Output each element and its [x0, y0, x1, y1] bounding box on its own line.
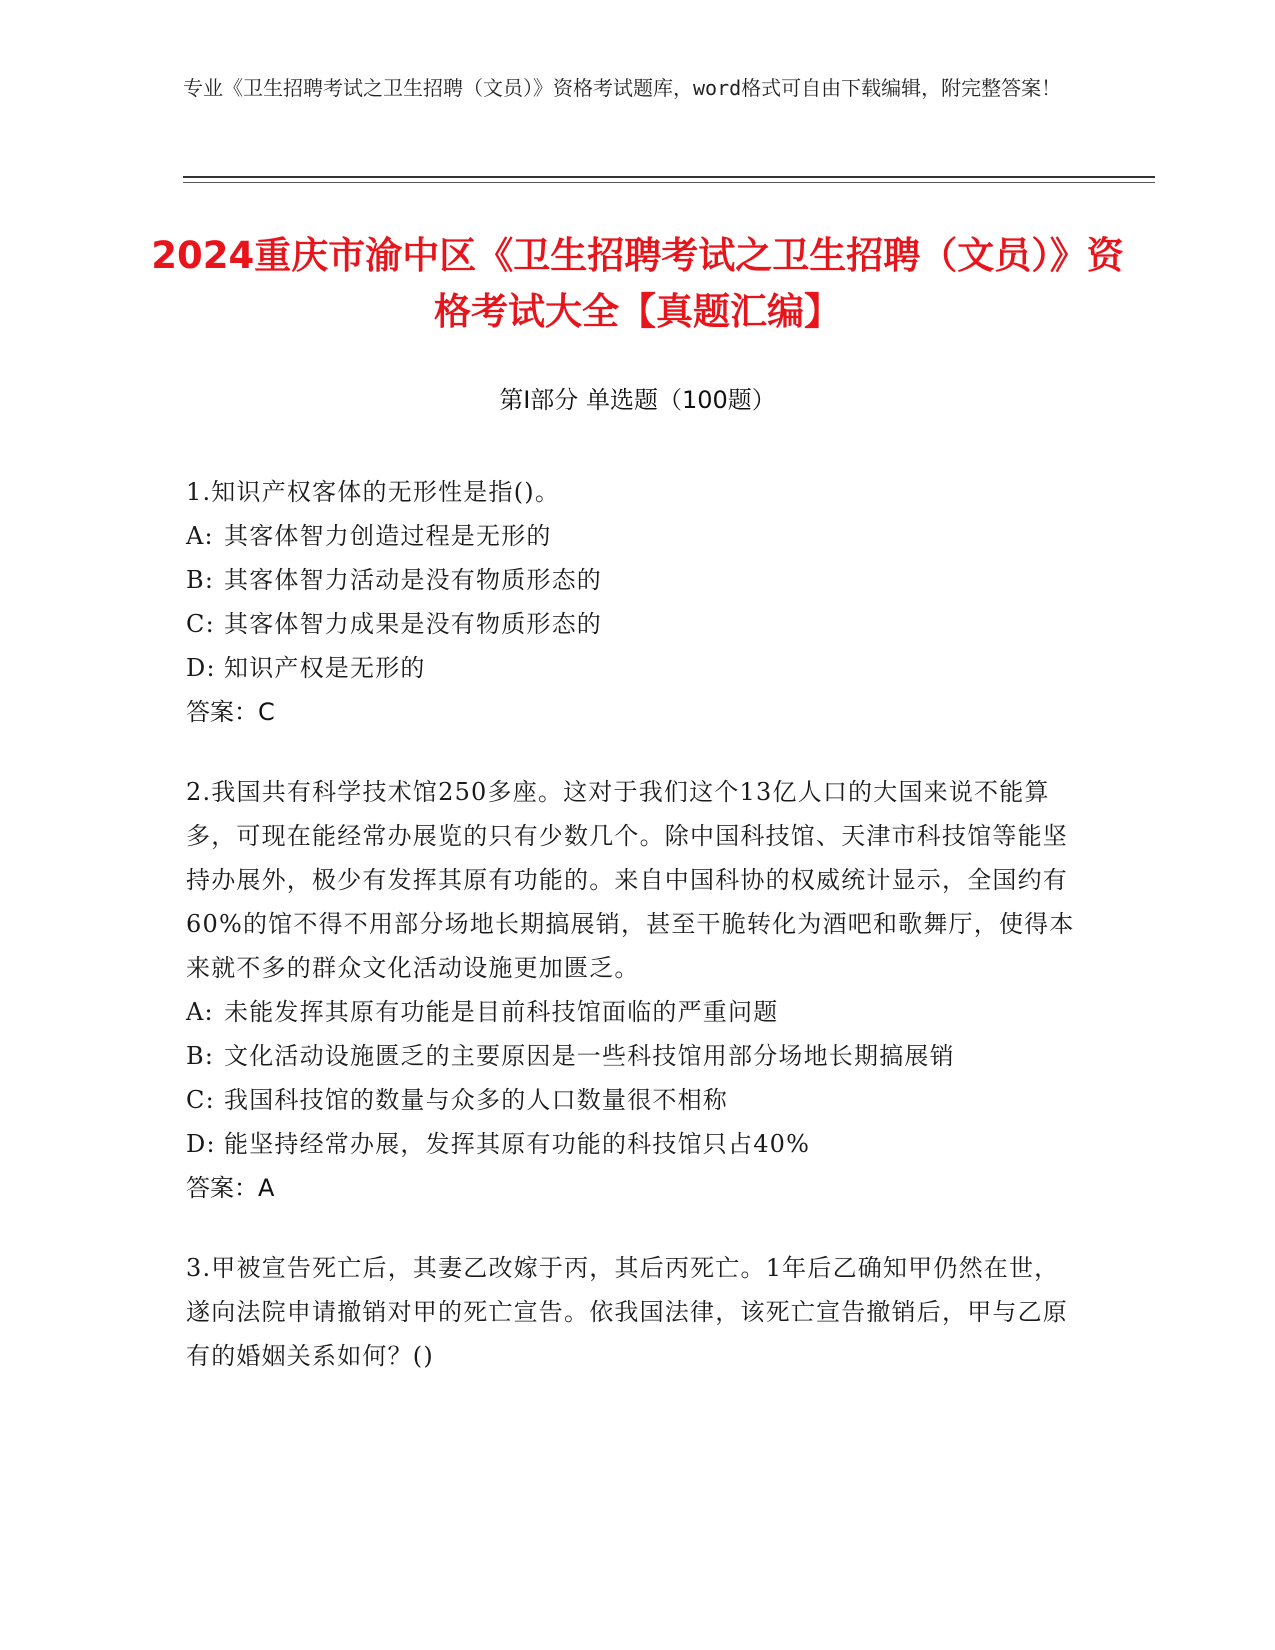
option-c — [186, 602, 1076, 646]
header-divider-thick — [183, 176, 1155, 178]
option-text: 未能发挥其原有功能是目前科技馆面临的严重问题 — [224, 998, 779, 1026]
option-c — [186, 1078, 1076, 1122]
option-letter: D: — [186, 1130, 216, 1158]
document-title: 2024重庆市渝中区《卫生招聘考试之卫生招聘（文员）》资格考试大全【真题汇编】 — [151, 234, 1124, 333]
option-b — [186, 558, 1076, 602]
answer-label: 答案：C — [186, 698, 275, 726]
option-a — [186, 514, 1076, 558]
option-text: 能坚持经常办展，发挥其原有功能的科技馆只占40% — [224, 1130, 811, 1158]
question-3 — [186, 1246, 1076, 1378]
option-b — [186, 1034, 1076, 1078]
header-note: 专业《卫生招聘考试之卫生招聘（文员）》资格考试题库，word格式可自由下载编辑，附完整答案！ — [183, 76, 1062, 100]
option-d — [186, 646, 1076, 690]
option-text: 文化活动设施匮乏的主要原因是一些科技馆用部分场地长期搞展销 — [224, 1042, 955, 1070]
option-letter: A: — [186, 998, 214, 1026]
option-letter: B: — [186, 1042, 215, 1070]
question-1 — [186, 470, 1076, 734]
option-d — [186, 1122, 1076, 1166]
question-list — [186, 470, 1076, 1414]
question-stem: 3.甲被宣告死亡后，其妻乙改嫁于丙，其后丙死亡。1年后乙确知甲仍然在世，遂向法院申请撤销对甲的死亡宣告。依我国法律，该死亡宣告撤销后，甲与乙原有的婚姻关系如何？() — [186, 1254, 1068, 1370]
header-divider-thin — [183, 182, 1155, 183]
option-letter: B: — [186, 566, 215, 594]
section-title: 第I部分 单选题（100题） — [499, 386, 776, 414]
option-text: 知识产权是无形的 — [224, 654, 426, 682]
option-letter: C: — [186, 610, 215, 638]
option-text: 其客体智力创造过程是无形的 — [224, 522, 552, 550]
question-2 — [186, 770, 1076, 1210]
question-stem: 2.我国共有科学技术馆250多座。这对于我们这个13亿人口的大国来说不能算多，可现在能经常办展览的只有少数几个。除中国科技馆、天津市科技馆等能坚持办展外，极少有发挥其原有功能的。来自中国科协的权威统计显示，全国约有60%的馆不得不用部分场地长期搞展销，甚至干脆转化为酒吧和歌舞厅，使得本来就不多的群众文化活动设施更加匮乏。 — [186, 778, 1075, 982]
option-text: 其客体智力成果是没有物质形态的 — [224, 610, 602, 638]
question-stem: 1.知识产权客体的无形性是指()。 — [186, 478, 561, 506]
option-text: 其客体智力活动是没有物质形态的 — [224, 566, 602, 594]
option-text: 我国科技馆的数量与众多的人口数量很不相称 — [224, 1086, 728, 1114]
option-letter: D: — [186, 654, 216, 682]
option-a — [186, 990, 1076, 1034]
answer-label: 答案：A — [186, 1174, 275, 1202]
option-letter: C: — [186, 1086, 215, 1114]
option-letter: A: — [186, 522, 214, 550]
